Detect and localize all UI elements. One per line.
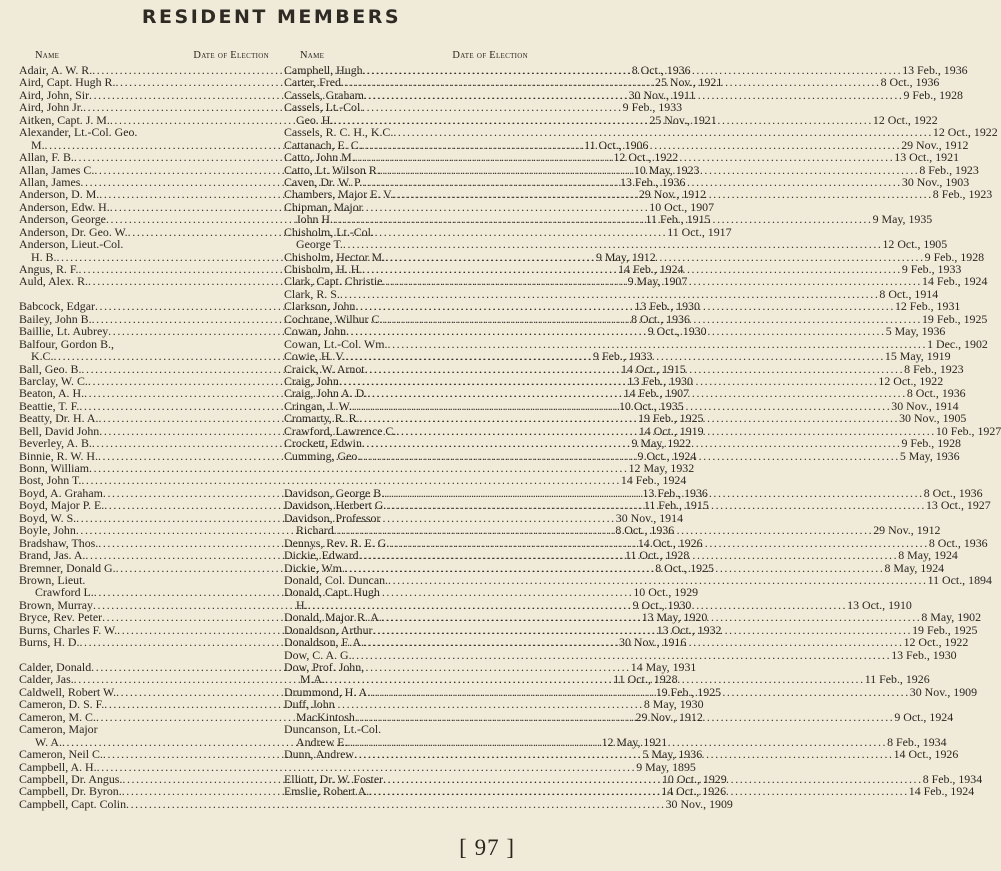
member-name: Aird, John, Sir bbox=[19, 87, 90, 102]
member-name: Beaton, A. H. bbox=[19, 386, 85, 401]
member-name: Dickie, Wm. bbox=[284, 560, 345, 575]
election-date: 14 Oct., 1926 bbox=[661, 784, 727, 799]
election-date: 19 Feb., 1925 bbox=[655, 684, 722, 699]
election-date: 8 Feb., 1923 bbox=[904, 361, 964, 376]
leader-dots bbox=[355, 300, 895, 312]
member-row bbox=[284, 698, 528, 710]
election-date: 1 Dec., 1902 bbox=[927, 336, 988, 351]
election-date: 9 Feb., 1928 bbox=[903, 87, 963, 102]
leader-dots bbox=[369, 785, 909, 797]
leader-dots bbox=[382, 611, 922, 623]
member-name: Anderson, George bbox=[19, 212, 106, 227]
leader-dots bbox=[367, 387, 907, 399]
leader-dots bbox=[343, 238, 883, 250]
member-name: Campbell, Hugh bbox=[284, 63, 363, 77]
election-date: 12 Oct., 1922 bbox=[878, 373, 944, 388]
date-header: Date of Election bbox=[193, 50, 269, 61]
member-name: Babcock, Edgar bbox=[19, 299, 95, 314]
member-name: Elliott, Dr. W. Foster bbox=[284, 771, 384, 786]
member-name: Beverley, A. B. bbox=[19, 436, 92, 451]
election-date: 30 Nov., 1903 bbox=[901, 174, 970, 189]
leader-dots bbox=[370, 686, 910, 698]
election-date: 8 Feb., 1934 bbox=[887, 734, 947, 749]
leader-dots bbox=[334, 524, 874, 536]
election-date: 9 May, 1907 bbox=[627, 274, 688, 289]
member-name: Cringan, J. W. bbox=[284, 398, 352, 413]
election-date: 10 Oct., 1929 bbox=[661, 771, 727, 786]
election-date: 12 Oct., 1922 bbox=[903, 635, 969, 650]
member-name: Dunn, Andrew bbox=[284, 747, 355, 762]
member-name: Carter, Fred bbox=[284, 75, 341, 90]
election-date: 8 Oct., 1936 bbox=[631, 63, 691, 77]
member-name: Dow, Prof. John, bbox=[284, 660, 365, 674]
election-date: 9 Feb., 1933 bbox=[901, 262, 962, 276]
election-date: 29 Nov., 1912 bbox=[635, 709, 703, 724]
member-name: Adair, A. W. R. bbox=[19, 63, 93, 77]
election-date: 14 Feb., 1924 bbox=[620, 473, 687, 488]
election-date: 10 Oct., 1929 bbox=[633, 585, 699, 600]
election-date: 8 Oct., 1936 bbox=[631, 311, 690, 326]
election-date: 11 Oct., 1928 bbox=[624, 548, 690, 563]
election-date: 10 Feb., 1927 bbox=[935, 423, 1001, 438]
member-name: Aird, John Jr. bbox=[19, 100, 84, 115]
leader-dots bbox=[333, 213, 873, 225]
member-name: Burns, H. D. bbox=[19, 635, 80, 650]
member-name: Chambers, Major E. V. bbox=[284, 187, 394, 202]
election-date: 9 Oct., 1930 bbox=[647, 324, 707, 339]
member-name: Beattie, T. F. bbox=[19, 398, 80, 413]
member-name: Caven, Dr. W. P. bbox=[284, 174, 363, 189]
election-date: 8 Oct., 1925 bbox=[655, 560, 714, 575]
member-name: Davidson, George B. bbox=[284, 485, 385, 500]
member-name: Allan, James bbox=[19, 174, 81, 189]
member-name: Calder, Donald bbox=[19, 660, 92, 674]
member-name: Davidson, Herbert G. bbox=[284, 498, 387, 513]
election-date: 30 Nov., 1914 bbox=[615, 510, 684, 525]
election-date: 9 May, 1922 bbox=[631, 436, 692, 451]
member-name: Brand, Jas. A. bbox=[19, 548, 86, 563]
election-date: 10 Oct., 1935 bbox=[618, 398, 684, 413]
election-date: 30 Nov., 1914 bbox=[891, 398, 959, 413]
member-name: M.A. bbox=[300, 672, 326, 687]
election-date: 5 May, 1936 bbox=[885, 324, 946, 339]
member-name: Campbell, A. H. bbox=[19, 759, 97, 774]
member-name: Bonn, William bbox=[19, 461, 89, 475]
election-date: 30 Nov., 1905 bbox=[899, 411, 967, 426]
member-name: Chisholm, H. H. bbox=[284, 262, 363, 276]
leader-dots bbox=[359, 549, 899, 561]
election-date: 9 May, 1935 bbox=[872, 212, 933, 227]
member-name: John H. bbox=[296, 212, 333, 227]
member-name: Cochrane, Wilbur C. bbox=[284, 311, 383, 326]
election-date: 29 Nov., 1912 bbox=[901, 137, 969, 152]
member-name: Bradshaw, Thos. bbox=[19, 535, 99, 550]
leader-dots bbox=[346, 325, 886, 337]
member-row bbox=[284, 101, 528, 113]
election-date: 11 Oct., 1917 bbox=[667, 224, 732, 239]
leader-dots bbox=[393, 188, 933, 200]
member-name: Cromarty, R. R. bbox=[284, 411, 360, 426]
election-date: 11 Oct., 1894 bbox=[927, 572, 992, 587]
member-name: Cameron, Neil C. bbox=[19, 747, 103, 762]
leader-dots bbox=[386, 499, 926, 511]
member-row bbox=[284, 237, 948, 252]
member-name: Bremner, Donald G. bbox=[19, 560, 116, 575]
member-name: MacKintosh bbox=[296, 709, 355, 724]
election-date: 14 Feb., 1924 bbox=[922, 274, 988, 289]
election-date: 11 Feb., 1915 bbox=[645, 212, 711, 227]
election-date: 14 Feb., 1924 bbox=[908, 784, 975, 799]
member-name: Cameron, D. S. F. bbox=[19, 697, 105, 712]
election-date: 8 May, 1924 bbox=[884, 560, 945, 575]
member-name: Beatty, Dr. H. A. bbox=[19, 411, 99, 426]
member-name: Cowan, John bbox=[284, 324, 347, 339]
member-name: Donald, Major R. A. bbox=[284, 610, 382, 625]
member-name: Richard bbox=[296, 523, 334, 538]
election-date: 14 Oct., 1926 bbox=[637, 535, 703, 550]
member-name: Donaldson, F. A. bbox=[284, 635, 364, 650]
page-title: RESIDENT MEMBERS bbox=[141, 6, 402, 28]
election-date: 11 Feb., 1915 bbox=[643, 498, 709, 513]
member-name: Crawford, Lawrence C. bbox=[284, 423, 397, 438]
member-name: Donald, Capt. Hugh bbox=[284, 585, 380, 600]
election-date: 13 Oct., 1927 bbox=[925, 498, 991, 513]
election-date: 9 May, 1895 bbox=[636, 759, 696, 774]
member-name: Campbell, Capt. Colin bbox=[19, 796, 127, 811]
member-name: Clark, Capt. Christie bbox=[284, 274, 383, 289]
election-date: 12 May, 1932 bbox=[628, 461, 695, 475]
member-name: Brown, Lieut. bbox=[19, 572, 86, 587]
member-name: Chisholm, Hector M. bbox=[284, 249, 386, 264]
member-name: Bailey, John B. bbox=[19, 311, 92, 326]
election-date: 9 Oct., 1930 bbox=[632, 597, 692, 612]
election-date: 25 Nov., 1921 bbox=[649, 112, 717, 127]
member-name: Bost, John T. bbox=[19, 473, 82, 488]
member-name: Ball, Geo. B. bbox=[19, 361, 82, 376]
member-name: Craig, John A. D. bbox=[284, 386, 368, 401]
election-date: 14 Oct., 1926 bbox=[893, 747, 959, 762]
election-date: 8 Feb., 1923 bbox=[919, 162, 979, 177]
election-date: 30 Nov., 1911 bbox=[628, 87, 696, 102]
member-name: Boyle, John bbox=[19, 523, 76, 538]
member-name: Chipman, Major bbox=[284, 199, 363, 214]
election-date: 29 Nov., 1912 bbox=[638, 187, 707, 202]
member-name: Craick, W. Arnot bbox=[284, 361, 365, 376]
election-date: 8 Feb., 1934 bbox=[922, 771, 983, 786]
member-name: Crockett, Edwin bbox=[284, 436, 362, 451]
section-gap bbox=[284, 474, 528, 486]
member-name: Cowie, H. V. bbox=[284, 349, 346, 364]
election-date: 8 Oct., 1936 bbox=[928, 535, 988, 550]
member-name: H. B. bbox=[31, 249, 57, 264]
election-date: 13 May, 1920 bbox=[641, 610, 708, 625]
election-date: 8 Oct., 1936 bbox=[615, 523, 675, 538]
member-name: Auld, Alex. R. bbox=[19, 274, 89, 289]
election-date: 11 Oct., 1906 bbox=[584, 137, 649, 152]
election-date: 13 Feb., 1936 bbox=[620, 174, 686, 189]
member-name: Anderson, Lieut.-Col. bbox=[19, 237, 124, 252]
member-name: Cameron, Major bbox=[19, 722, 98, 737]
member-name: Cameron, M. C. bbox=[19, 709, 96, 724]
member-name: Emslie, Robert A. bbox=[284, 784, 370, 799]
member-name: Donald, Col. Duncan. bbox=[284, 572, 389, 587]
leader-dots bbox=[352, 649, 892, 661]
member-row bbox=[284, 125, 998, 140]
election-date: 13 Feb., 1936 bbox=[902, 63, 968, 77]
member-name: Brown, Murray bbox=[19, 597, 93, 612]
date-header: Date of Election bbox=[452, 50, 528, 61]
member-name: Aitken, Capt. J. M. bbox=[19, 112, 110, 127]
election-date: 29 Nov., 1912 bbox=[873, 523, 941, 538]
leader-dots bbox=[362, 437, 902, 449]
election-date: 8 May, 1930 bbox=[643, 697, 704, 712]
election-date: 13 Oct., 1910 bbox=[847, 597, 912, 612]
election-date: 11 Oct., 1928 bbox=[613, 672, 678, 687]
leader-dots bbox=[354, 748, 894, 760]
member-name: Davidson, Professor bbox=[284, 510, 381, 525]
member-name: Cowan, Lt.-Col. Wm. bbox=[284, 336, 388, 351]
member-name: Balfour, Gordon B., bbox=[19, 336, 114, 351]
name-header: Name bbox=[300, 50, 325, 61]
election-date: 15 May, 1919 bbox=[884, 349, 951, 364]
election-date: 13 Oct., 1932 bbox=[656, 622, 722, 637]
election-date: 14 Feb., 1907 bbox=[623, 386, 690, 401]
member-name: Dennys, Rev. R. E. G. bbox=[284, 535, 390, 550]
member-name: Duncanson, Lt.-Col. bbox=[284, 722, 382, 737]
member-name: Barclay, W. C. bbox=[19, 373, 88, 388]
election-date: 8 May, 1924 bbox=[898, 548, 958, 563]
election-date: 8 Feb., 1923 bbox=[932, 187, 993, 202]
leader-dots bbox=[364, 636, 904, 648]
member-name: Calder, Jas. bbox=[19, 672, 74, 687]
member-name: Catto, Lt. Wilson R. bbox=[284, 162, 380, 177]
member-name: Burns, Charles F. W. bbox=[19, 622, 118, 637]
section-gap bbox=[284, 462, 528, 474]
election-date: 10 Oct., 1907 bbox=[649, 199, 715, 214]
member-name: Duff, John bbox=[284, 697, 335, 712]
leader-dots bbox=[360, 450, 900, 462]
election-date: 14 May, 1931 bbox=[630, 660, 697, 674]
member-name: Caldwell, Robert W. bbox=[19, 684, 117, 699]
name-header: Name bbox=[35, 50, 60, 61]
leader-dots bbox=[126, 798, 666, 810]
column-header bbox=[19, 50, 269, 64]
member-name: Aird, Capt. Hugh R. bbox=[19, 75, 116, 90]
leader-dots bbox=[364, 89, 904, 101]
member-name: George T. bbox=[296, 237, 343, 252]
member-name: Cattanach, E. C. bbox=[284, 137, 362, 152]
leader-dots bbox=[355, 151, 895, 163]
election-date: 14 Feb., 1924 bbox=[618, 262, 684, 276]
leader-dots bbox=[388, 574, 928, 586]
member-name: Campbell, Dr. Byron. bbox=[19, 784, 122, 799]
election-date: 19 Feb., 1925 bbox=[912, 622, 978, 637]
member-row bbox=[19, 796, 733, 811]
election-date: 13 Feb., 1930 bbox=[627, 373, 693, 388]
election-date: 9 Oct., 1924 bbox=[894, 709, 954, 724]
member-name: Boyd, Major P. E. bbox=[19, 498, 105, 513]
member-name: Allan, F. B. bbox=[19, 150, 74, 165]
member-name: Angus, R. F. bbox=[19, 262, 79, 276]
member-row bbox=[19, 126, 269, 138]
election-date: 13 Feb., 1930 bbox=[891, 647, 957, 662]
member-name: Bell, David John bbox=[19, 423, 100, 438]
member-name: Campbell, Dr. Angus. bbox=[19, 771, 123, 786]
member-name: Boyd, W. S. bbox=[19, 510, 77, 525]
election-date: 13 Feb., 1930 bbox=[634, 299, 700, 314]
member-name: Clark, R. S. bbox=[284, 286, 340, 301]
member-name: K.C. bbox=[31, 349, 54, 364]
member-row bbox=[284, 586, 528, 598]
election-date: 14 Oct., 1919 bbox=[638, 423, 704, 438]
election-date: 13 Oct., 1921 bbox=[894, 150, 960, 165]
election-date: 9 Feb., 1928 bbox=[901, 436, 961, 451]
member-name: Donaldson, Arthur bbox=[284, 622, 373, 637]
member-name: H. bbox=[296, 597, 308, 612]
member-name: Cassels, R. C. H., K.C. bbox=[284, 125, 394, 140]
election-date: 8 Oct., 1936 bbox=[906, 386, 966, 401]
election-date: 12 Oct., 1922 bbox=[872, 112, 938, 127]
member-name: Cassels, Lt.-Col. bbox=[284, 100, 364, 115]
election-date: 12 May, 1921 bbox=[601, 734, 668, 749]
member-name: Anderson, Dr. Geo. W. bbox=[19, 224, 128, 239]
member-name: Crawford L. bbox=[35, 585, 94, 600]
leader-dots bbox=[345, 350, 885, 362]
election-date: 30 Nov., 1909 bbox=[909, 684, 978, 699]
leader-dots bbox=[393, 126, 933, 138]
election-date: 9 Feb., 1933 bbox=[593, 349, 653, 364]
election-date: 11 Feb., 1926 bbox=[864, 672, 930, 687]
election-date: 5 May, 1936 bbox=[642, 747, 703, 762]
member-row bbox=[19, 238, 269, 250]
election-date: 8 Oct., 1936 bbox=[923, 485, 983, 500]
election-date: 19 Feb., 1925 bbox=[921, 311, 988, 326]
member-name: M. bbox=[31, 137, 45, 152]
member-name: Dickie, Edward bbox=[284, 548, 359, 563]
column-header bbox=[284, 50, 528, 64]
election-date: 13 Feb., 1936 bbox=[642, 485, 708, 500]
member-name: Anderson, Edw. H. bbox=[19, 199, 110, 214]
election-date: 5 May, 1936 bbox=[899, 448, 960, 463]
member-name: Bryce, Rev. Peter bbox=[19, 610, 103, 625]
election-date: 12 Oct., 1922 bbox=[932, 125, 998, 140]
member-name: Boyd, A. Graham bbox=[19, 485, 103, 500]
election-date: 9 Feb., 1928 bbox=[924, 249, 985, 264]
member-row bbox=[284, 723, 528, 735]
page-number: [ 97 ] bbox=[459, 835, 515, 860]
member-name: Catto, John M. bbox=[284, 150, 355, 165]
election-date: 30 Nov., 1916 bbox=[619, 635, 687, 650]
member-name: Clarkson, John bbox=[284, 299, 356, 314]
election-date: 14 Oct., 1915 bbox=[621, 361, 686, 376]
election-date: 19 Feb., 1925 bbox=[638, 411, 704, 426]
member-name: Craig, John bbox=[284, 373, 339, 388]
member-name: Andrew E. bbox=[296, 734, 348, 749]
member-name: Baillie, Lt. Aubrey bbox=[19, 324, 109, 339]
member-name: W. A. bbox=[35, 734, 62, 749]
election-date: 12 Oct., 1922 bbox=[613, 150, 679, 165]
member-name: Cassels, Graham bbox=[284, 87, 364, 102]
election-date: 8 Oct., 1936 bbox=[880, 75, 940, 90]
election-date: 12 Feb., 1931 bbox=[894, 299, 961, 314]
election-date: 9 Oct., 1924 bbox=[637, 448, 697, 463]
member-row bbox=[19, 473, 687, 488]
leader-dots bbox=[355, 711, 895, 723]
election-date: 9 Feb., 1933 bbox=[622, 100, 683, 115]
election-date: 8 Oct., 1914 bbox=[879, 286, 939, 301]
member-row bbox=[19, 723, 269, 735]
election-date: 10 May, 1923 bbox=[633, 162, 700, 177]
member-name: Geo. H. bbox=[296, 112, 334, 127]
member-name: Anderson, D. M. bbox=[19, 187, 100, 202]
member-name: Chisholm, Lt.-Col. bbox=[284, 224, 374, 239]
member-name: Binnie, R. W. H. bbox=[19, 448, 98, 463]
member-name: Drummond, H. A. bbox=[284, 684, 371, 699]
election-date: 25 Nov., 1921 bbox=[655, 75, 723, 90]
leader-dots bbox=[360, 412, 900, 424]
election-date: 12 Oct., 1905 bbox=[882, 237, 948, 252]
member-name: Cumming, Geo. bbox=[284, 448, 361, 463]
member-name: Dow, C. A. G. bbox=[284, 647, 352, 662]
member-name: Allan, James C. bbox=[19, 162, 95, 177]
election-date: 30 Nov., 1909 bbox=[665, 796, 733, 811]
election-date: 8 May, 1902 bbox=[921, 610, 982, 625]
member-name: Alexander, Lt.-Col. Geo. bbox=[19, 125, 138, 140]
election-date: 9 May, 1912 bbox=[596, 249, 656, 264]
